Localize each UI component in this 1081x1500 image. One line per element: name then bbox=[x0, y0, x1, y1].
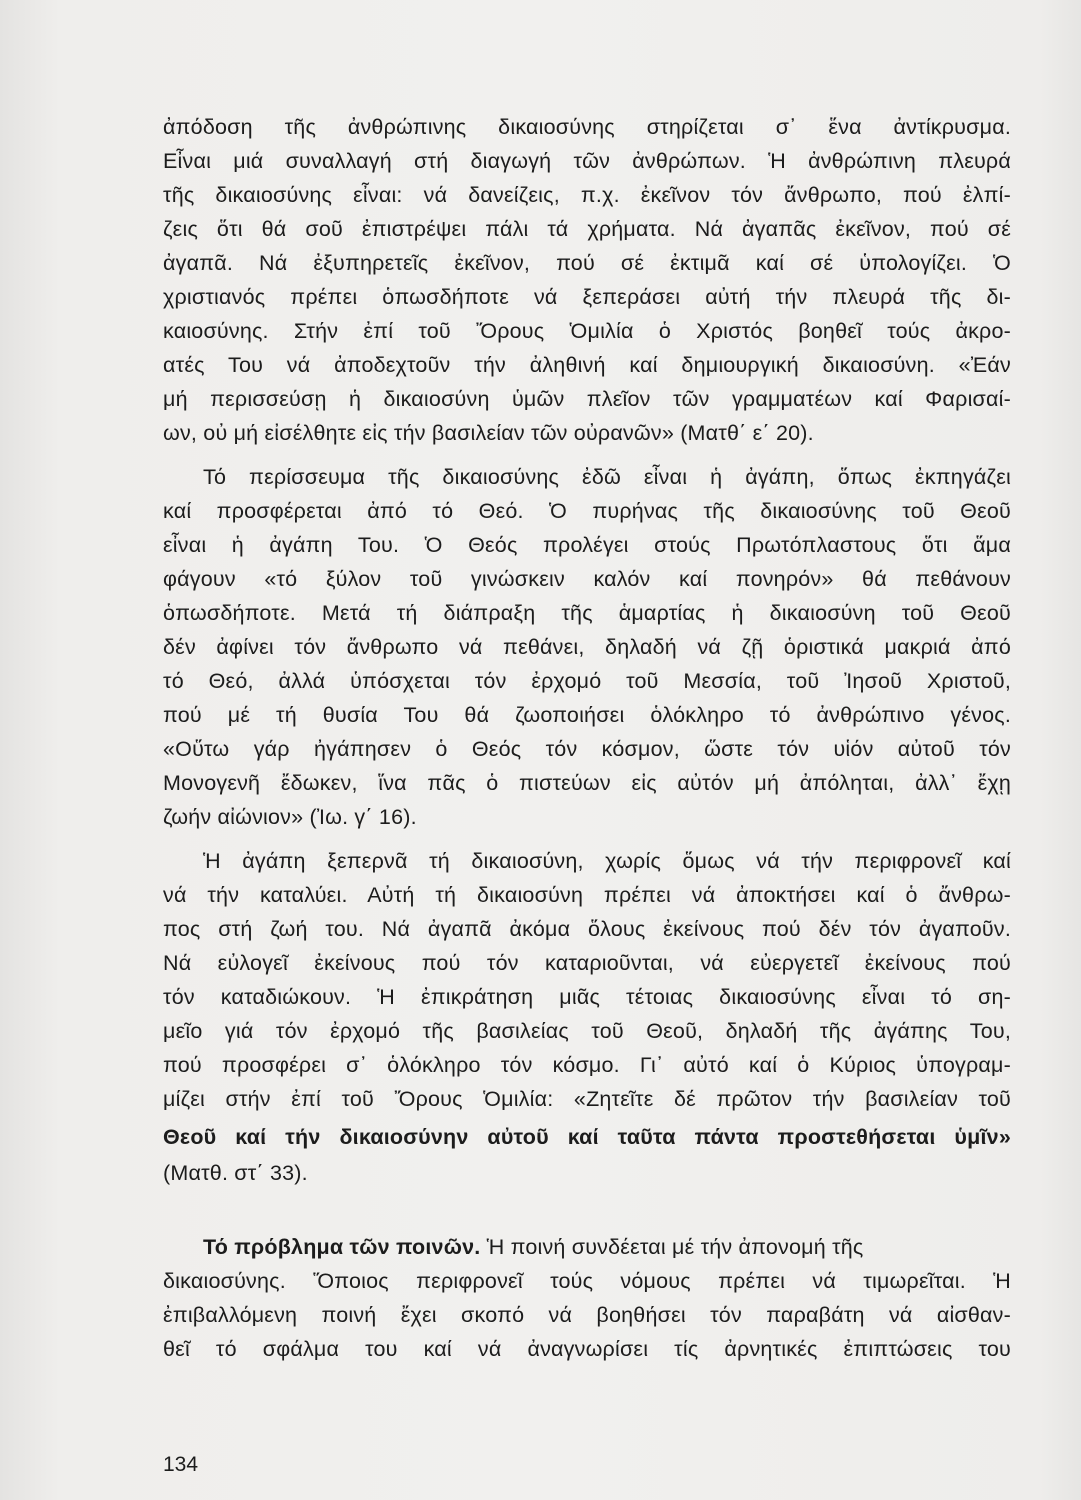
text-line: τῆς δικαιοσύνης εἶναι: νά δανείζεις, π.χ. ἐκεῖνον τόν ἄνθρωπο, πού ἐλπί- bbox=[163, 183, 1011, 207]
text-line: «Οὕτω γάρ ἠγάπησεν ὁ Θεός τόν κόσμον, ὥστε τόν υἱόν αὐτοῦ τόν bbox=[163, 737, 1011, 761]
text-line: πού προσφέρει σ᾽ ὁλόκληρο τόν κόσμο. Γι᾽ αὐτό καί ὁ Κύριος ὑπογραμ- bbox=[163, 1053, 1011, 1077]
text-line: φάγουν «τό ξύλον τοῦ γινώσκειν καλόν καί πονηρόν» θά πεθάνουν bbox=[163, 567, 1011, 591]
page-number: 134 bbox=[163, 1453, 199, 1476]
text-line: ων, οὐ μή εἰσέλθητε εἰς τήν βασιλείαν τῶν οὐρανῶν» (Ματθ΄ ε΄ 20). bbox=[163, 421, 814, 445]
text-line: μίζει στήν ἐπί τοῦ Ὄρους Ὁμιλία: «Ζητεῖτε δέ πρῶτον τήν βασιλείαν τοῦ bbox=[163, 1087, 1011, 1111]
text-line: μή περισσεύσῃ ἡ δικαιοσύνη ὑμῶν πλεῖον τῶν γραμματέων καί Φαρισαί- bbox=[163, 387, 1011, 411]
text-line: Νά εὐλογεῖ ἐκείνους πού τόν καταριοῦνται, νά εὐεργετεῖ ἐκείνους πού bbox=[163, 951, 1011, 975]
section-line bbox=[163, 1232, 1011, 1262]
text-line: (Ματθ. στ΄ 33). bbox=[163, 1161, 308, 1185]
text-line: τό Θεό, ἀλλά ὑπόσχεται τόν ἐρχομό τοῦ Μεσσία, τοῦ Ἰησοῦ Χριστοῦ, bbox=[163, 669, 1011, 693]
text-line: χριστιανός πρέπει ὁπωσδήποτε νά ξεπεράσει αὐτή τήν πλευρά τῆς δι- bbox=[163, 285, 1011, 309]
text-line: Ἡ ἀγάπη ξεπερνᾶ τή δικαιοσύνη, χωρίς ὅμως νά τήν περιφρονεῖ καί bbox=[203, 849, 1011, 873]
text-line: τόν καταδιώκουν. Ἡ ἐπικράτηση μιᾶς τέτοιας δικαιοσύνης εἶναι τό ση- bbox=[163, 985, 1011, 1009]
section-line-text: Ἡ ποινή συνδέεται μέ τήν ἀπονομή τῆς bbox=[486, 1235, 864, 1259]
section-heading: Τό πρόβλημα τῶν ποινῶν. bbox=[203, 1235, 481, 1259]
text-line: καί προσφέρεται ἀπό τό Θεό. Ὁ πυρήνας τῆς δικαιοσύνης τοῦ Θεοῦ bbox=[163, 499, 1011, 523]
text-line: καιοσύνης. Στήν ἐπί τοῦ Ὄρους Ὁμιλία ὁ Χριστός βοηθεῖ τούς ἀκρο- bbox=[163, 319, 1011, 343]
text-line: Εἶναι μιά συναλλαγή στή διαγωγή τῶν ἀνθρώπων. Ἡ ἀνθρώπινη πλευρά bbox=[163, 149, 1011, 173]
text-line: ζωήν αἰώνιον» (Ἰω. γ΄ 16). bbox=[163, 805, 417, 829]
text-line: ἀπόδοση τῆς ἀνθρώπινης δικαιοσύνης στηρίζεται σ᾽ ἕνα ἀντίκρυσμα. bbox=[163, 115, 1011, 139]
text-line: δέν ἀφίνει τόν ἄνθρωπο νά πεθάνει, δηλαδή νά ζῇ ὁριστικά μακριά ἀπό bbox=[163, 635, 1011, 659]
text-line: θεῖ τό σφάλμα του καί νά ἀναγνωρίσει τίς ἀρνητικές ἐπιπτώσεις του bbox=[163, 1337, 1011, 1361]
text-line: ατές Του νά ἀποδεχτοῦν τήν ἀληθινή καί δημιουργική δικαιοσύνη. «Ἐάν bbox=[163, 353, 1011, 377]
text-line: εἶναι ἡ ἀγάπη Του. Ὁ Θεός προλέγει στούς Πρωτόπλαστους ὅτι ἅμα bbox=[163, 533, 1011, 557]
text-line: ἀγαπᾶ. Νά ἐξυπηρετεῖς ἐκεῖνον, πού σέ ἐκτιμᾶ καί σέ ὑπολογίζει. Ὁ bbox=[163, 251, 1011, 275]
text-line: Μονογενῆ ἔδωκεν, ἵνα πᾶς ὁ πιστεύων εἰς αὐτόν μή ἀπόληται, ἀλλ᾽ ἔχῃ bbox=[163, 771, 1011, 795]
text-line: Τό περίσσευμα τῆς δικαιοσύνης ἐδῶ εἶναι ἡ ἀγάπη, ὅπως ἐκπηγάζει bbox=[203, 465, 1011, 489]
text-line: πος στή ζωή του. Νά ἀγαπᾶ ἀκόμα ὅλους ἐκείνους πού δέν τόν ἀγαποῦν. bbox=[163, 917, 1011, 941]
text-line: μεῖο γιά τόν ἐρχομό τῆς βασιλείας τοῦ Θεοῦ, δηλαδή τῆς ἀγάπης Του, bbox=[163, 1019, 1011, 1043]
text-line: ζεις ὅτι θά σοῦ ἐπιστρέψει πάλι τά χρήματα. Νά ἀγαπᾶς ἐκεῖνον, πού σέ bbox=[163, 217, 1011, 241]
text-line-bold: Θεοῦ καί τήν δικαιοσύνην αὐτοῦ καί ταῦτα πάντα προστεθήσεται ὑμῖν» bbox=[163, 1125, 1011, 1149]
text-line: ὁπωσδήποτε. Μετά τή διάπραξη τῆς ἁμαρτίας ἡ δικαιοσύνη τοῦ Θεοῦ bbox=[163, 601, 1011, 625]
text-line: ἐπιβαλλόμενη ποινή ἔχει σκοπό νά βοηθήσει τόν παραβάτη νά αἰσθαν- bbox=[163, 1303, 1011, 1327]
text-line: νά τήν καταλύει. Αὐτή τή δικαιοσύνη πρέπει νά ἀποκτήσει καί ὁ ἄνθρω- bbox=[163, 883, 1011, 907]
text-line: πού μέ τή θυσία Του θά ζωοποιήσει ὁλόκληρο τό ἀνθρώπινο γένος. bbox=[163, 703, 1011, 727]
text-line: δικαιοσύνης. Ὅποιος περιφρονεῖ τούς νόμους πρέπει νά τιμωρεῖται. Ἡ bbox=[163, 1269, 1011, 1293]
